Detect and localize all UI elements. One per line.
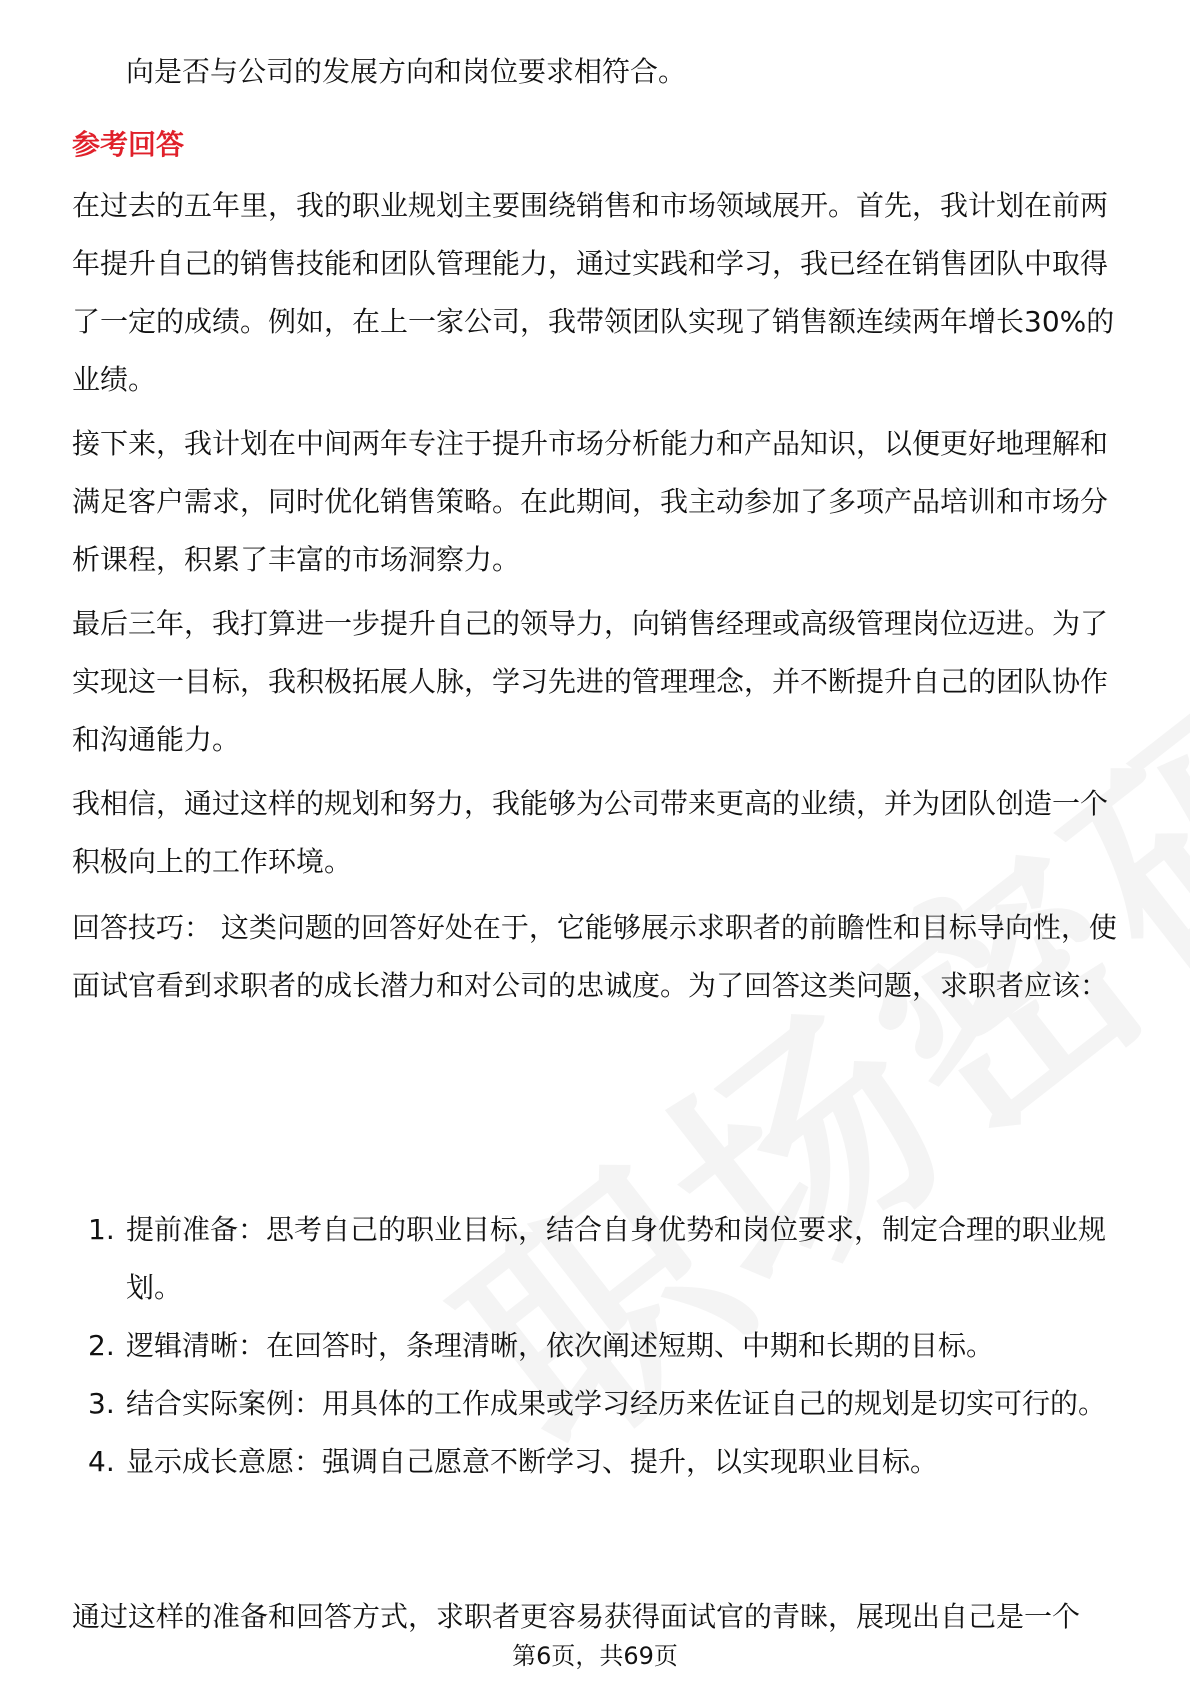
paragraph-2: 接下来，我计划在中间两年专注于提升市场分析能力和产品知识，以便更好地理解和满足客户需求，同时优化销售策略。在此期间，我主动参加了多项产品培训和市场分析课程，积累了丰富的市场洞察力。 (72, 427, 1109, 576)
paragraph-4: 我相信，通过这样的规划和努力，我能够为公司带来更高的业绩，并为团队创造一个积极向上的工作环境。 (72, 787, 1109, 878)
answer-tips-paragraph: 回答技巧： 这类问题的回答好处在于，它能够展示求职者的前瞻性和目标导向性，使面试官看到求职者的成长潜力和对公司的忠诚度。为了回答这类问题，求职者应该： (72, 911, 1117, 1002)
list-item-number: 4. (88, 1445, 115, 1478)
list-item-text: 逻辑清晰：在回答时，条理清晰，依次阐述短期、中期和长期的目标。 (126, 1329, 995, 1362)
list-item (72, 1375, 1118, 1433)
list-item-number: 1. (88, 1213, 115, 1246)
closing-line: 通过这样的准备和回答方式，求职者更容易获得面试官的青睐，展现出自己是一个 (72, 1600, 1081, 1633)
page-number: 第6页，共69页 (512, 1642, 678, 1670)
list-item (72, 1317, 1118, 1375)
list-item-text: 结合实际案例：用具体的工作成果或学习经历来佐证自己的规划是切实可行的。 (126, 1387, 1107, 1420)
list-item-number: 2. (88, 1329, 115, 1362)
paragraph-3: 最后三年，我打算进一步提升自己的领导力，向销售经理或高级管理岗位迈进。为了实现这一目标，我积极拓展人脉，学习先进的管理理念，并不断提升自己的团队协作和沟通能力。 (72, 607, 1109, 756)
list-item-text: 提前准备：思考自己的职业目标，结合自身优势和岗位要求，制定合理的职业规划。 (126, 1213, 1107, 1304)
list-item (72, 1433, 1118, 1491)
list-item (72, 1201, 1118, 1317)
tips-list (72, 1201, 1118, 1491)
section-heading: 参考回答 (72, 128, 185, 161)
list-item-text: 显示成长意愿：强调自己愿意不断学习、提升，以实现职业目标。 (126, 1445, 939, 1478)
list-item-number: 3. (88, 1387, 115, 1420)
intro-line: 向是否与公司的发展方向和岗位要求相符合。 (126, 55, 687, 88)
paragraph-1: 在过去的五年里，我的职业规划主要围绕销售和市场领域展开。首先，我计划在前两年提升自己的销售技能和团队管理能力，通过实践和学习，我已经在销售团队中取得了一定的成绩。例如，在上一家公司，我带领团队实现了销售额连续两年增长30%的业绩。 (72, 189, 1115, 396)
